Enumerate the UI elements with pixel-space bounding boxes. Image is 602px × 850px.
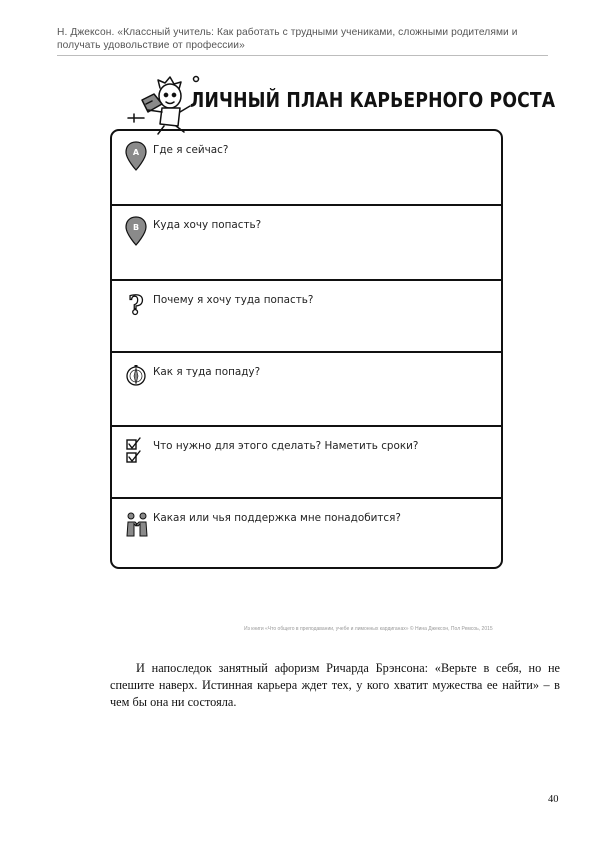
question-mark-icon (124, 290, 148, 322)
svg-text:?: ? (128, 291, 144, 321)
plan-row-current (112, 131, 501, 204)
plan-row-path (112, 351, 501, 425)
plan-row-reason (112, 279, 501, 351)
compass-icon (124, 362, 148, 394)
map-pin-b-icon (124, 215, 148, 247)
two-people-icon (124, 508, 150, 540)
row-question: Как я туда попаду? (153, 366, 261, 378)
page-number: 40 (548, 794, 559, 805)
row-question: Где я сейчас? (153, 144, 229, 156)
plan-row-support (112, 497, 501, 569)
svg-text:A: A (132, 148, 140, 157)
row-question: Что нужно для этого сделать? Наметить сроки? (153, 440, 419, 452)
body-paragraph: И напоследок занятный афоризм Ричарда Брэнсона: «Верьте в себя, но не спешите наверх. Истинная карьера ждет тех, у кого хватит мужества ее найти» – в чем бы она ни состояла. (110, 661, 560, 709)
title-area (190, 88, 556, 124)
plan-row-actions (112, 425, 501, 497)
checkboxes-icon (124, 436, 148, 468)
svg-text:B: B (132, 223, 140, 232)
figure-caption: Из книги «Что общего в преподавании, учебе и лимонных кардиганах» © Нина Джексон, Пол Ремсоь, 2015 (244, 626, 493, 632)
row-question: Куда хочу попасть? (153, 219, 262, 231)
row-question: Почему я хочу туда попасть? (153, 294, 314, 306)
running-head: Н. Джексон. «Классный учитель: Как работать с трудными учениками, сложными родителями и получать удовольствие от профессии» (57, 27, 518, 51)
row-question: Какая или чья поддержка мне понадобится? (153, 512, 401, 524)
plan-title: ЛИЧНЫЙ ПЛАН КАРЬЕРНОГО РОСТА (190, 88, 556, 112)
plan-table (110, 129, 503, 569)
plan-row-goal (112, 204, 501, 279)
map-pin-a-icon (124, 140, 148, 172)
